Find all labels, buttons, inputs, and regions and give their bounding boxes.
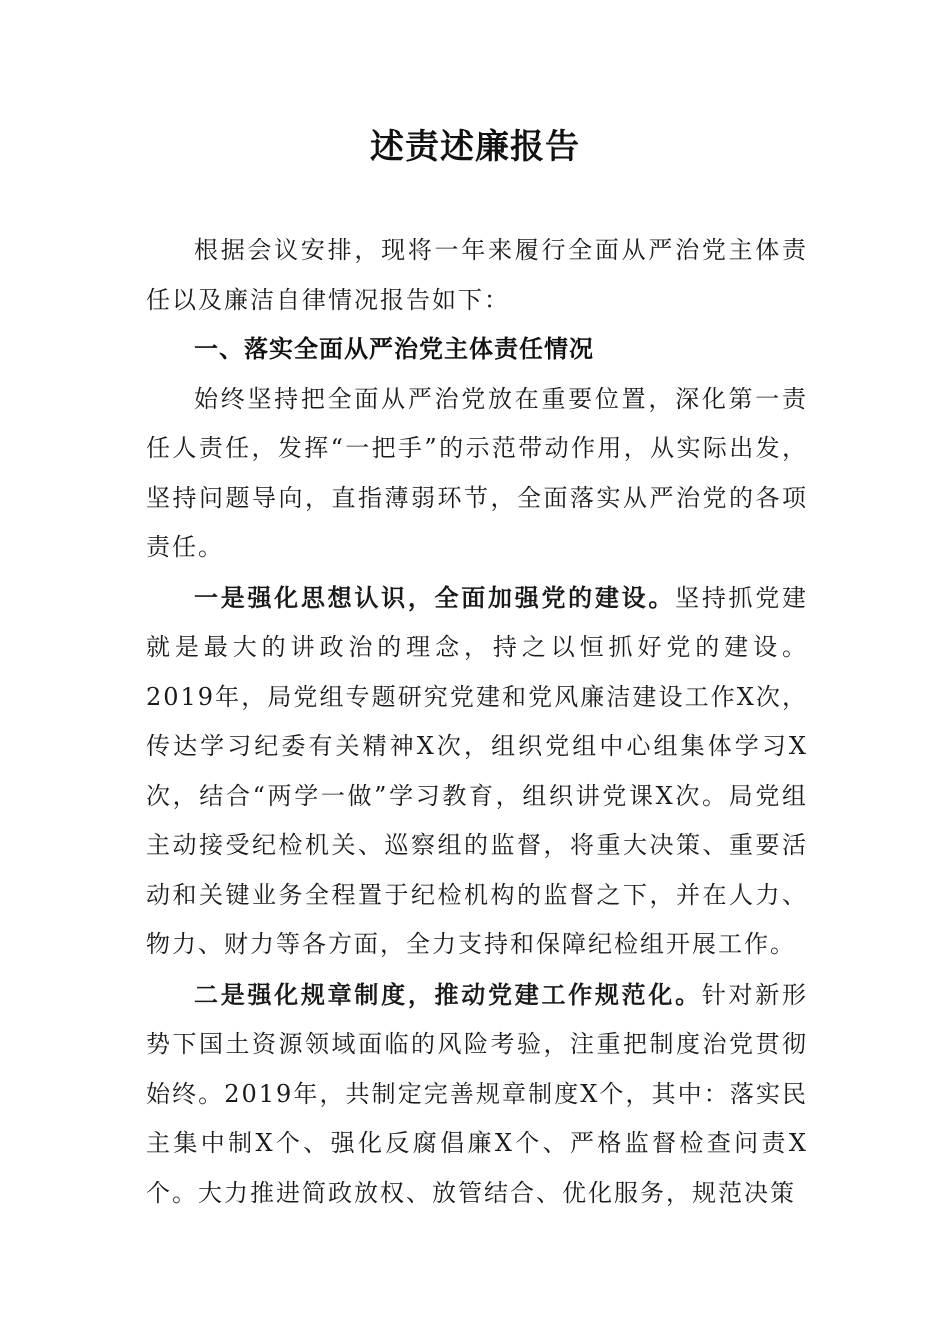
point-two-body: 针对新形势下国土资源领域面临的风险考验，注重把制度治党贯彻始终。2019年，共制定完善规章制度X个，其中：落实民主集中制X个、强化反腐倡廉X个、严格监督检查问责X个。大力推进简政放权、放管结合、优化服务，规范决策 [146,980,809,1207]
document-title: 述责述廉报告 [370,127,580,167]
section-heading: 一、落实全面从严治党主体责任情况 [194,335,594,363]
section-paragraph: 始终坚持把全面从严治党放在重要位置，深化第一责任人责任，发挥“一把手”的示范带动作用，从实际出发，坚持问题导向，直指薄弱环节，全面落实从严治党的各项责任。 [146,384,808,561]
document-body [146,226,808,1218]
point-one-paragraph [146,573,808,970]
point-two-lead: 二是强化规章制度，推动党建工作规范化。 [194,979,702,1009]
point-two-paragraph [146,970,808,1219]
point-one-body: 坚持抓党建就是最大的讲政治的理念，持之以恒抓好党的建设。2019年，局党组专题研究党建和党风廉洁建设工作X次，传达学习纪委有关精神X次，组织党组中心组集体学习X次，结合“两学一做”学习教育，组织讲党课X次。局党组主动接受纪检机关、巡察组的监督，将重大决策、重要活动和关键业务全程置于纪检机构的监督之下，并在人力、物力、财力等各方面，全力支持和保障纪检组开展工作。 [146,583,809,958]
point-one-lead: 一是强化思想认识，全面加强党的建设。 [194,582,676,612]
intro-paragraph: 根据会议安排，现将一年来履行全面从严治党主体责任以及廉洁自律情况报告如下： [146,236,808,314]
